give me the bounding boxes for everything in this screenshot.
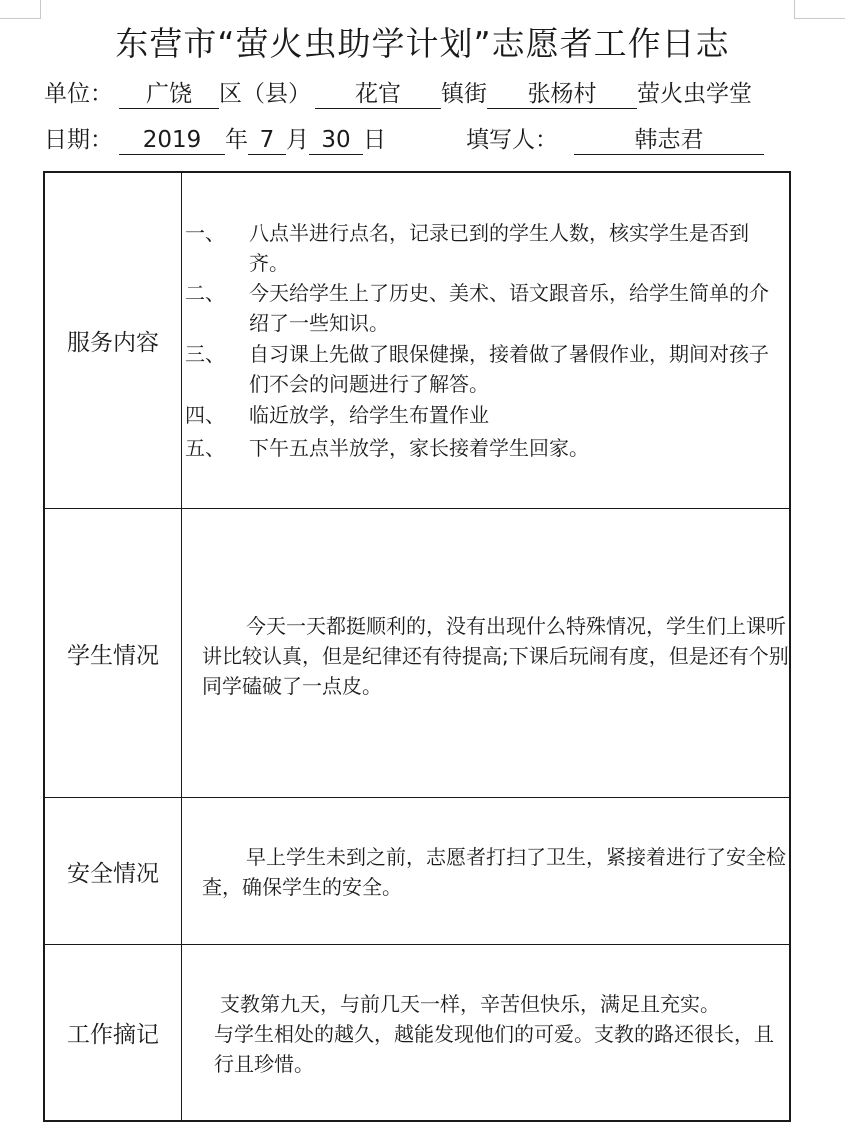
service-row	[45, 173, 789, 509]
writer-field: 韩志君	[574, 126, 764, 155]
item-number: 四、	[185, 403, 225, 427]
safety-content	[182, 798, 789, 944]
month-suffix: 月	[286, 127, 309, 153]
village-field: 张杨村	[487, 80, 637, 109]
town-suffix: 镇街	[441, 81, 487, 107]
date-label: 日期：	[44, 127, 113, 153]
town-field: 花官	[315, 80, 441, 109]
service-item	[185, 339, 785, 399]
notes-line-2: 与学生相处的越久，越能发现他们的可爱。支教的路还很长，且行且珍惜。	[214, 1022, 774, 1076]
notes-label: 工作摘记	[45, 945, 182, 1120]
notes-content	[182, 945, 789, 1120]
unit-label: 单位：	[44, 81, 113, 107]
log-table	[43, 171, 791, 1122]
service-item	[185, 400, 785, 430]
safety-row	[45, 798, 789, 945]
item-number: 二、	[185, 281, 225, 305]
item-text: 自习课上先做了眼保健操，接着做了暑假作业，期间对孩子们不会的问题进行了解答。	[249, 342, 769, 396]
service-item	[185, 278, 785, 338]
page-corner-mark-left	[0, 0, 41, 19]
district-field: 广饶	[119, 80, 219, 109]
safety-label: 安全情况	[45, 798, 182, 944]
unit-line	[44, 78, 752, 110]
service-item	[185, 218, 785, 278]
school-name: 萤火虫学堂	[637, 81, 752, 107]
item-text: 今天给学生上了历史、美术、语文跟音乐，给学生简单的介绍了一些知识。	[249, 281, 769, 335]
students-text: 今天一天都挺顺利的，没有出现什么特殊情况，学生们上课听讲比较认真，但是纪律还有待提高;下课后玩闹有度，但是还有个别同学磕破了一点皮。	[202, 614, 789, 698]
item-number: 一、	[185, 221, 225, 245]
notes-row	[45, 945, 789, 1120]
page-title: 东营市“萤火虫助学计划”志愿者工作日志	[115, 24, 730, 63]
district-suffix: 区（县）	[219, 81, 311, 107]
year-suffix: 年	[225, 127, 248, 153]
service-item	[185, 433, 785, 463]
students-label: 学生情况	[45, 509, 182, 797]
item-text: 八点半进行点名，记录已到的学生人数，核实学生是否到齐。	[249, 221, 749, 275]
item-number: 三、	[185, 342, 225, 366]
item-text: 临近放学，给学生布置作业	[249, 403, 489, 427]
item-number: 五、	[185, 436, 225, 460]
date-line	[44, 124, 764, 156]
item-text: 下午五点半放学，家长接着学生回家。	[249, 436, 589, 460]
day-field: 30	[309, 126, 363, 155]
service-content	[182, 173, 789, 508]
service-label: 服务内容	[45, 173, 182, 508]
writer-label: 填写人：	[466, 127, 558, 153]
students-content	[182, 509, 789, 797]
students-row	[45, 509, 789, 798]
page-corner-mark-right	[794, 0, 845, 19]
month-field: 7	[248, 126, 286, 155]
year-field: 2019	[119, 126, 225, 155]
notes-line-1: 支教第九天，与前几天一样，辛苦但快乐，满足且充实。	[220, 992, 720, 1016]
safety-text: 早上学生未到之前，志愿者打扫了卫生，紧接着进行了安全检查，确保学生的安全。	[202, 845, 786, 899]
day-suffix: 日	[363, 127, 386, 153]
